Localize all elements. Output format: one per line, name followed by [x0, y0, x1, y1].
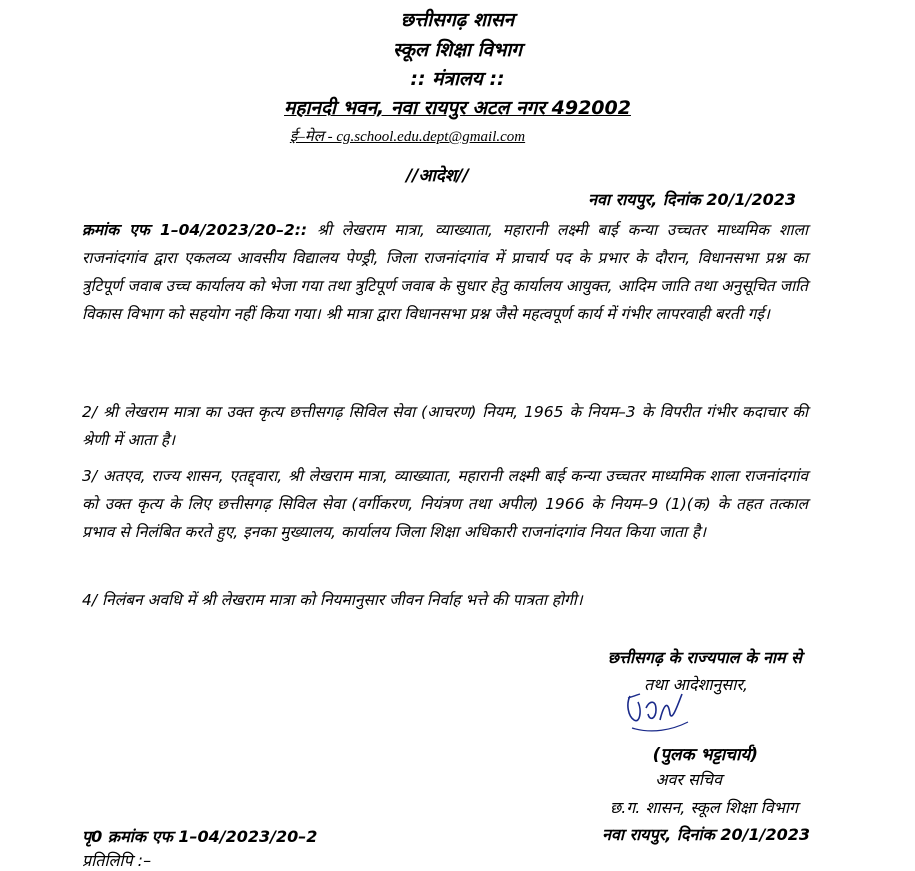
- paragraph-4: 4/ निलंबन अवधि में श्री लेखराम मात्रा को नियमानुसार जीवन निर्वाह भत्ते की पात्रता होगी।: [82, 591, 583, 609]
- paragraph-3: 3/ अतएव, राज्य शासन, एतद्द्वारा, श्री लेखराम मात्रा, व्याख्याता, महारानी लक्ष्मी बाई कन्या उच्चतर माध्यमिक शाला राजनांदगांव को उक्त कृत्य के लिए छत्तीसगढ़ सिविल सेवा (वर्गीकरण, नियंत्रण तथा अपील) 1966 के नियम–9 (1)(क) के तहत तत्काल प्रभाव से निलंबित करते हुए, इनका मुख्यालय, कार्यालय जिला शिक्षा अधिकारी राजनांदगांव नियत किया जाता है।: [82, 467, 808, 541]
- header-email: ई–मेल - cg.school.edu.dept@gmail.com: [289, 129, 526, 145]
- paragraph-2: 2/ श्री लेखराम मात्रा का उक्त कृत्य छत्तीसगढ़ सिविल सेवा (आचरण) नियम, 1965 के नियम–3 के विपरीत गंभीर कदाचार की श्रेणी में आता है।: [82, 403, 808, 449]
- signatory-name: (पुलक भट्टाचार्य): [652, 745, 758, 765]
- order-title: //आदेश//: [406, 166, 469, 186]
- endorsement-reference: पृ0 क्रमांक एफ 1–04/2023/20–2: [82, 827, 318, 846]
- header-line-government: छत्तीसगढ़ शासन: [400, 9, 515, 31]
- header-line-department: स्कूल शिक्षा विभाग: [393, 39, 522, 61]
- signature-order-line: तथा आदेशानुसार,: [644, 675, 748, 694]
- order-reference: क्रमांक एफ 1–04/2023/20–2::: [82, 221, 308, 239]
- signature-date: नवा रायपुर, दिनांक 20/1/2023: [602, 825, 810, 844]
- signatory-designation: अवर सचिव: [655, 770, 722, 789]
- copy-label: प्रतिलिपि :–: [82, 851, 152, 870]
- handwritten-signature: [622, 690, 692, 736]
- paragraph-1: [82, 216, 808, 328]
- order-date: नवा रायपुर, दिनांक 20/1/2023: [588, 190, 796, 209]
- signature-governor-line: छत्तीसगढ़ के राज्यपाल के नाम से: [607, 648, 802, 667]
- header-line-ministry: :: मंत्रालय ::: [410, 68, 505, 90]
- paragraph-1-text: श्री लेखराम मात्रा, व्याख्याता, महारानी लक्ष्मी बाई कन्या उच्चतर माध्यमिक शाला राजनांदगांव द्वारा एकलव्य आवसीय विद्यालय पेण्ड्री, जिला राजनांदगांव में प्राचार्य पद के प्रभार के दौरान, विधानसभा प्रश्न का त्रुटिपूर्ण जवाब उच्च कार्यालय को भेजा गया तथा त्रुटिपूर्ण जवाब के सुधार हेतु कार्यालय आयुक्त, आदिम जाति तथा अनुसूचित जाति विकास विभाग को सहयोग नहीं किया गया। श्री मात्रा द्वारा विधानसभा प्रश्न जैसे महत्वपूर्ण कार्य में गंभीर लापरवाही बरती गई।: [82, 221, 808, 323]
- signatory-department: छ.ग. शासन, स्कूल शिक्षा विभाग: [610, 798, 798, 817]
- header-address: महानदी भवन, नवा रायपुर अटल नगर 492002: [284, 97, 631, 119]
